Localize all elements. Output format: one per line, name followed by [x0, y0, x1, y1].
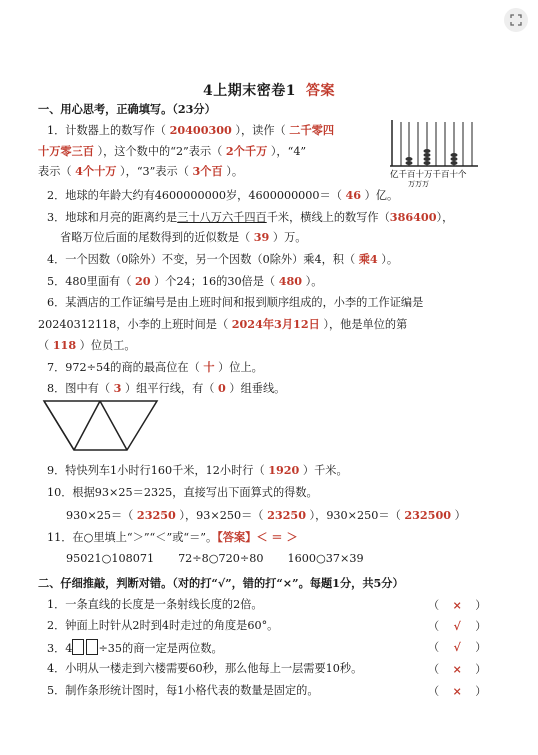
blank-box	[72, 639, 84, 655]
judge-item-3: 3．4 ÷35的商一定是两位数。	[47, 639, 223, 657]
trapezoid-figure	[42, 398, 160, 454]
abacus-figure	[390, 118, 480, 188]
q1-line2: 十万零三百 ），这个数中的“2”表示（ 2个千万 ），“4”	[38, 144, 307, 158]
q7: 7．972÷54的商的最高位在（ 十 ）位上。	[47, 360, 263, 374]
blank-box	[86, 639, 98, 655]
q5: 5．480里面有（ 20 ）个24；16的30倍是（ 480 ）。	[47, 274, 323, 288]
judge-item-5: 5．制作条形统计图时，每1小格代表的数量是固定的。	[47, 684, 319, 697]
q2: 2．地球的年龄大约有4600000000岁，4600000000＝（ 46 ）亿。	[47, 188, 399, 202]
judge-mark-2: （ √ ）	[428, 619, 487, 633]
q10-line1: 10．根据93×25＝2325，直接写出下面算式的得数。	[47, 486, 318, 499]
q4: 4．一个因数（0除外）不变，另一个因数（0除外）乘4，积（ 乘4 ）。	[47, 252, 399, 266]
q1-line3: 表示（ 4个十万 ），“3”表示（ 3个百 ）。	[38, 164, 244, 178]
title-text: 4上期末密卷1	[203, 83, 296, 99]
svg-text:万万万: 万万万	[408, 180, 429, 188]
svg-text:亿千百十万千百十个: 亿千百十万千百十个	[390, 170, 467, 180]
expand-icon	[510, 14, 522, 26]
title-answer: 答案	[305, 83, 335, 99]
judge-item-4: 4．小明从一楼走到六楼需要60秒，那么他每上一层需要10秒。	[47, 662, 363, 675]
q8: 8．图中有（ 3 ）组平行线，有（ 0 ）组垂线。	[47, 381, 286, 395]
judge-item-1: 1．一条直线的长度是一条射线长度的2倍。	[47, 598, 263, 611]
q11-line2: 95021○108071 72÷8○720÷80 1600○37×39	[66, 552, 364, 565]
judge-mark-4: （ × ）	[428, 662, 487, 676]
expand-button[interactable]	[504, 8, 528, 32]
q3-line2: 省略万位后面的尾数得到的近似数是（ 39 ）万。	[60, 230, 307, 244]
q6-line1: 6．某酒店的工作证编号是由上班时间和报到顺序组成的，小李的工作证编是	[47, 296, 424, 309]
judge-mark-3: （ √ ）	[428, 640, 487, 654]
section-2-heading: 二、仔细推敲，判断对错。（对的打“√”，错的打“×”。每题1分，共5分）	[38, 576, 404, 590]
judge-item-2: 2．钟面上时针从2时到4时走过的角度是60°。	[47, 619, 279, 632]
q1-line1: 1．计数器上的数写作（ 20400300 ），读作（ 二千零四	[47, 123, 335, 137]
q9: 9．特快列车1小时行160千米，12小时行（ 1920 ）千米。	[47, 463, 348, 477]
q6-line2: 20240312118，小李的上班时间是（ 2024年3月12日 ），他是单位的第	[38, 317, 408, 331]
q6-line3: （ 118 ）位员工。	[38, 338, 136, 352]
q11-line1: 11．在○里填上“＞”“＜”或“＝”。【答案】＜ ＝ ＞	[47, 530, 298, 544]
page-title	[0, 80, 538, 100]
q3-line1: 3．地球和月亮的距离约是三十八万六千四百千米，横线上的数写作（386400），	[47, 210, 454, 224]
q10-line2: 930×25＝（ 23250 ），93×250＝（ 23250 ），930×250＝（ 232500 ）	[66, 508, 466, 522]
section-1-heading: 一、用心思考，正确填写。（23分）	[38, 102, 216, 116]
judge-mark-5: （ × ）	[428, 684, 487, 698]
judge-mark-1: （ × ）	[428, 598, 487, 612]
